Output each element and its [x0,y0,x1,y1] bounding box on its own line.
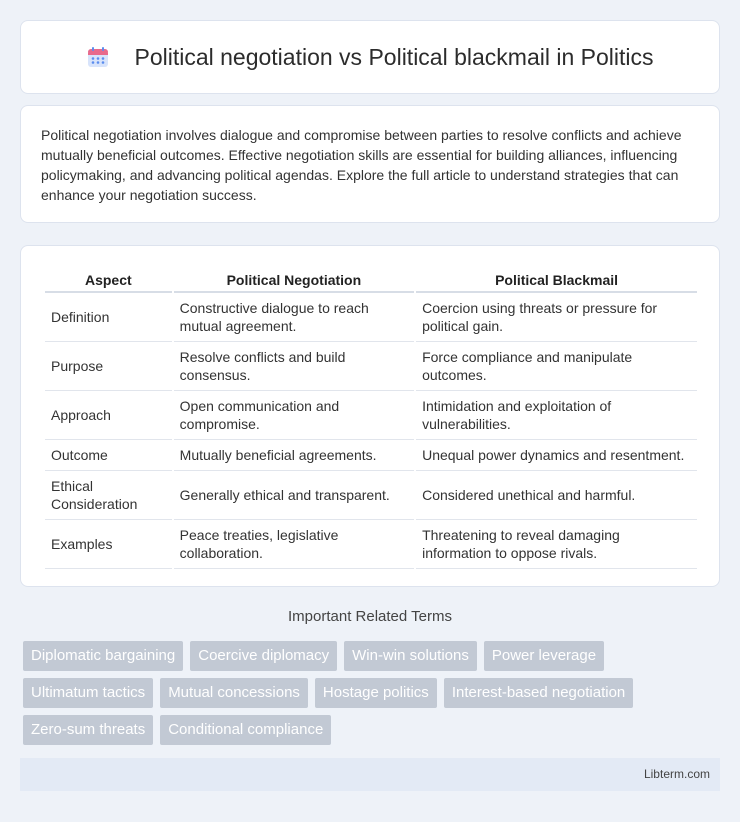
table-cell-blackmail: Force compliance and manipulate outcomes. [416,342,697,391]
table-cell-negotiation: Constructive dialogue to reach mutual agreement. [174,293,414,342]
table-row [45,520,697,569]
related-term-tag[interactable]: Zero-sum threats [23,715,153,745]
table-cell-blackmail: Considered unethical and harmful. [416,471,697,520]
table-cell-negotiation: Peace treaties, legislative collaboration. [174,520,414,569]
related-term-tag[interactable]: Power leverage [484,641,604,671]
table-cell-aspect: Purpose [45,342,172,391]
table-cell-blackmail: Unequal power dynamics and resentment. [416,440,697,471]
comparison-table [43,262,699,569]
table-cell-aspect: Definition [45,293,172,342]
related-term-tag[interactable]: Hostage politics [315,678,437,708]
related-terms-list [23,641,723,752]
related-term-tag[interactable]: Ultimatum tactics [23,678,153,708]
table-cell-blackmail: Coercion using threats or pressure for political gain. [416,293,697,342]
related-term-tag[interactable]: Coercive diplomacy [190,641,337,671]
intro-text: Political negotiation involves dialogue and compromise between parties to resolve conflicts and achieve mutually beneficial outcomes. Effective negotiation skills are essential for building alliances, influencing policymaking, and advancing political agendas. Explore the full article to understand strategies that can enhance your negotiation success. [41,127,682,203]
related-term-tag[interactable]: Win-win solutions [344,641,477,671]
table-cell-negotiation: Mutually beneficial agreements. [174,440,414,471]
table-row [45,471,697,520]
footer [20,758,720,791]
table-cell-negotiation: Open communication and compromise. [174,391,414,440]
calendar-icon [86,45,110,69]
table-cell-aspect: Ethical Consideration [45,471,172,520]
table-row [45,293,697,342]
table-cell-blackmail: Intimidation and exploitation of vulnerabilities. [416,391,697,440]
table-header-row [45,262,697,293]
related-terms-title: Important Related Terms [288,608,452,625]
table-cell-aspect: Approach [45,391,172,440]
related-term-tag[interactable]: Mutual concessions [160,678,308,708]
table-row [45,391,697,440]
page-title: Political negotiation vs Political blackmail in Politics [134,43,654,70]
table-cell-aspect: Examples [45,520,172,569]
column-header-negotiation: Political Negotiation [174,262,414,293]
table-cell-negotiation: Resolve conflicts and build consensus. [174,342,414,391]
comparison-table-card [20,245,720,587]
related-term-tag[interactable]: Interest-based negotiation [444,678,633,708]
header-card [20,20,720,94]
related-term-tag[interactable]: Conditional compliance [160,715,331,745]
table-row [45,342,697,391]
table-cell-blackmail: Threatening to reveal damaging information to oppose rivals. [416,520,697,569]
column-header-blackmail: Political Blackmail [416,262,697,293]
table-cell-aspect: Outcome [45,440,172,471]
table-row [45,440,697,471]
footer-site-link[interactable]: Libterm.com [643,767,710,781]
intro-card [20,105,720,223]
table-cell-negotiation: Generally ethical and transparent. [174,471,414,520]
column-header-aspect: Aspect [45,262,172,293]
related-term-tag[interactable]: Diplomatic bargaining [23,641,183,671]
